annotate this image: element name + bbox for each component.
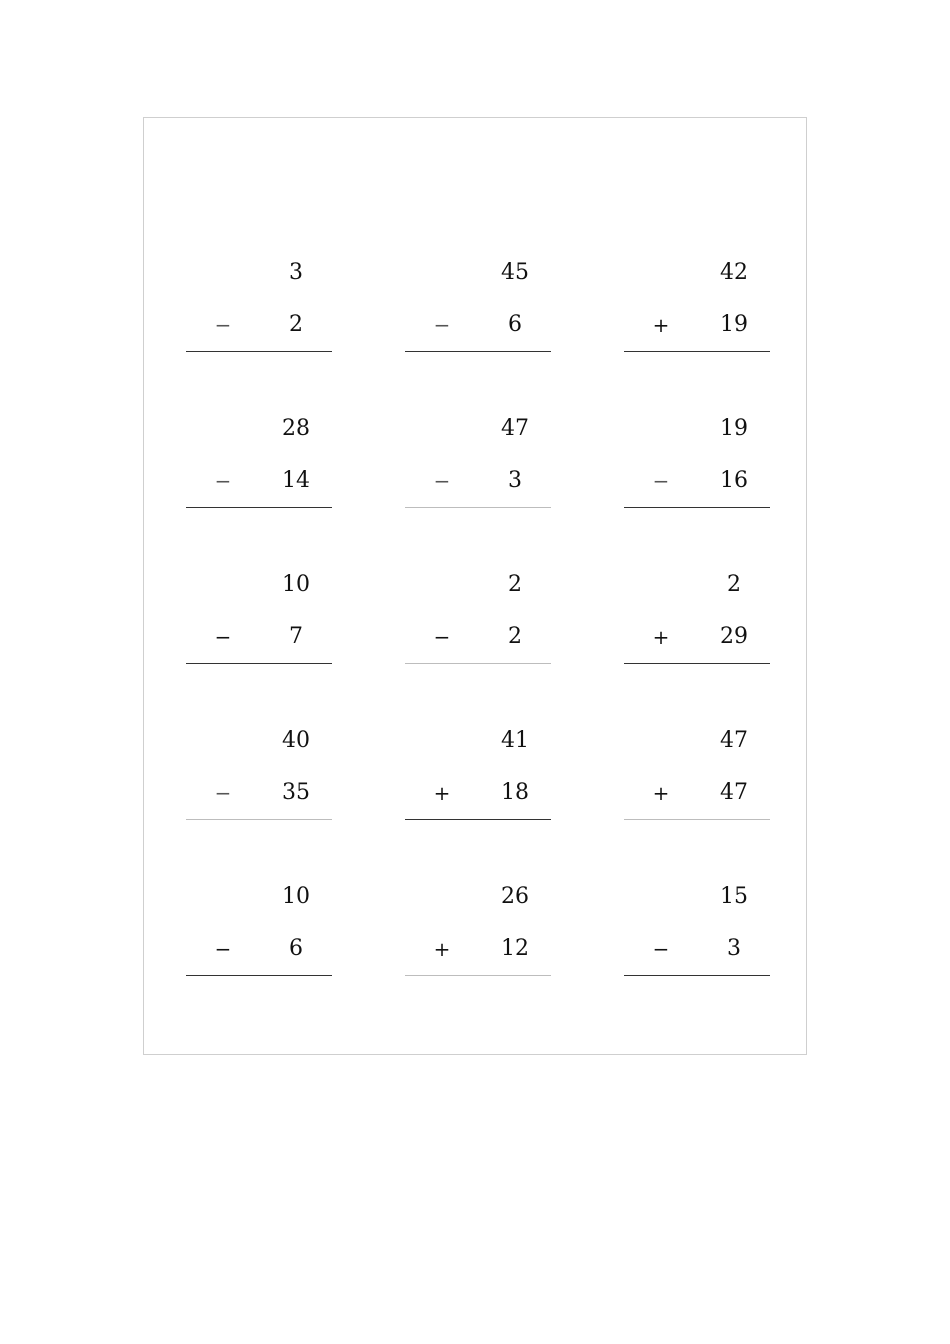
top-number: 40 (282, 728, 310, 753)
answer-line (405, 819, 551, 820)
answer-line (186, 507, 332, 508)
operator-sign: − (433, 625, 451, 649)
operator-sign: − (214, 469, 232, 493)
operator-sign: − (214, 781, 232, 805)
worksheet-page (143, 117, 807, 1055)
top-number: 26 (501, 884, 529, 909)
top-number: 19 (720, 416, 748, 441)
bottom-number: 12 (501, 936, 529, 961)
problem-15 (624, 874, 770, 1030)
answer-line (624, 819, 770, 820)
bottom-number: 14 (282, 468, 310, 493)
problem-7 (186, 562, 332, 718)
problem-6 (624, 406, 770, 562)
problem-8 (405, 562, 551, 718)
answer-line (405, 975, 551, 976)
bottom-number: 6 (289, 936, 303, 961)
operator-sign: − (214, 937, 232, 961)
answer-line (624, 975, 770, 976)
top-number: 47 (720, 728, 748, 753)
operator-sign: + (652, 313, 670, 337)
bottom-number: 29 (720, 624, 748, 649)
bottom-number: 6 (508, 312, 522, 337)
problem-4 (186, 406, 332, 562)
answer-line (624, 507, 770, 508)
answer-line (405, 663, 551, 664)
operator-sign: + (652, 625, 670, 649)
operator-sign: + (433, 781, 451, 805)
operator-sign: + (433, 937, 451, 961)
bottom-number: 35 (282, 780, 310, 805)
operator-sign: − (433, 313, 451, 337)
bottom-number: 19 (720, 312, 748, 337)
bottom-number: 3 (508, 468, 522, 493)
answer-line (624, 351, 770, 352)
top-number: 10 (282, 572, 310, 597)
operator-sign: − (652, 469, 670, 493)
problem-grid (186, 250, 770, 1030)
top-number: 47 (501, 416, 529, 441)
answer-line (405, 507, 551, 508)
top-number: 2 (508, 572, 522, 597)
problem-10 (186, 718, 332, 874)
problem-12 (624, 718, 770, 874)
top-number: 15 (720, 884, 748, 909)
answer-line (405, 351, 551, 352)
top-number: 45 (501, 260, 529, 285)
operator-sign: + (652, 781, 670, 805)
problem-3 (624, 250, 770, 406)
top-number: 3 (289, 260, 303, 285)
top-number: 2 (727, 572, 741, 597)
problem-13 (186, 874, 332, 1030)
bottom-number: 16 (720, 468, 748, 493)
bottom-number: 47 (720, 780, 748, 805)
bottom-number: 2 (508, 624, 522, 649)
operator-sign: − (433, 469, 451, 493)
answer-line (186, 663, 332, 664)
problem-2 (405, 250, 551, 406)
bottom-number: 2 (289, 312, 303, 337)
problem-11 (405, 718, 551, 874)
operator-sign: − (652, 937, 670, 961)
problem-14 (405, 874, 551, 1030)
bottom-number: 3 (727, 936, 741, 961)
problem-5 (405, 406, 551, 562)
top-number: 42 (720, 260, 748, 285)
operator-sign: − (214, 625, 232, 649)
problem-9 (624, 562, 770, 718)
top-number: 41 (501, 728, 529, 753)
problem-1 (186, 250, 332, 406)
answer-line (186, 975, 332, 976)
bottom-number: 18 (501, 780, 529, 805)
operator-sign: − (214, 313, 232, 337)
top-number: 10 (282, 884, 310, 909)
answer-line (624, 663, 770, 664)
bottom-number: 7 (289, 624, 303, 649)
top-number: 28 (282, 416, 310, 441)
answer-line (186, 819, 332, 820)
answer-line (186, 351, 332, 352)
